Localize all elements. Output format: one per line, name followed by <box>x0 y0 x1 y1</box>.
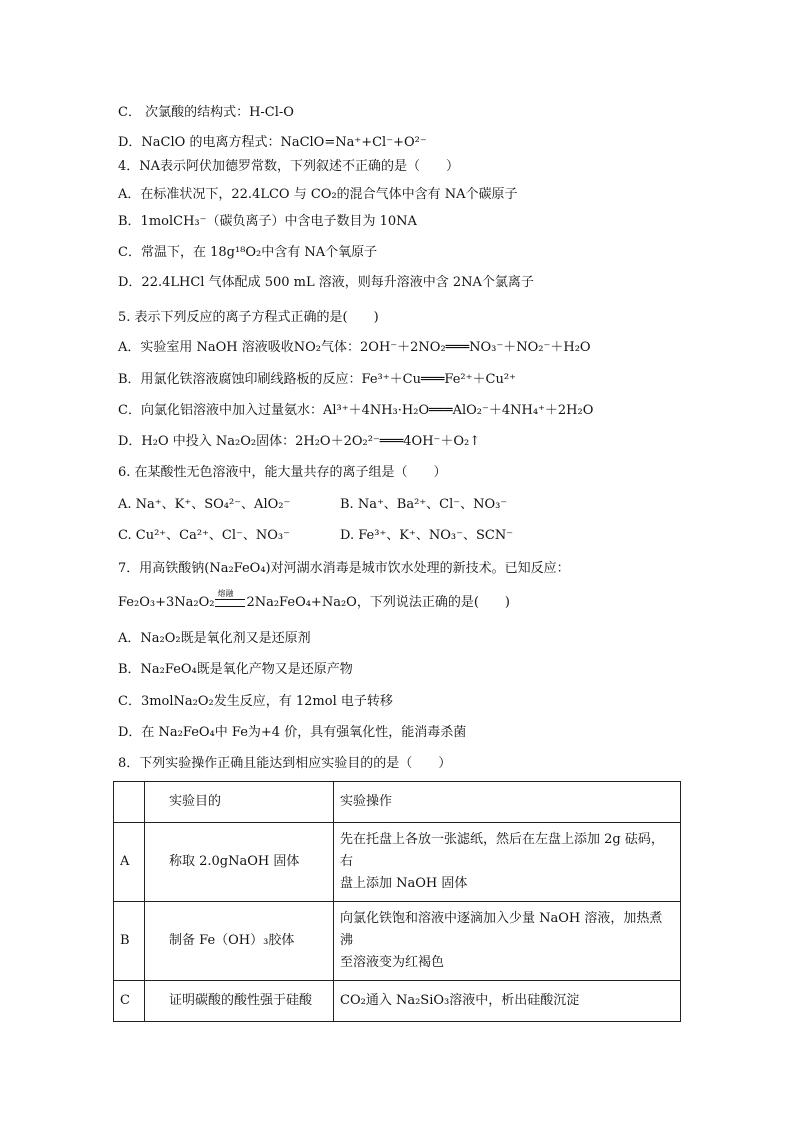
reaction-condition: 熔融 <box>217 589 234 598</box>
experiment-table <box>113 781 681 1022</box>
operation-line: CO₂通入 Na₂SiO₃溶液中，析出硅酸沉淀 <box>340 993 580 1008</box>
q6-option-d: D. Fe³⁺、K⁺、NO₃⁻、SCN⁻ <box>340 528 514 543</box>
q5-option-c: C．向氯化铝溶液中加入过量氨水：Al³⁺＋4NH₃·H₂O═══AlO₂⁻＋4NH₄⁺＋2H₂O <box>118 403 594 418</box>
q7-equation <box>118 589 510 612</box>
row-operation <box>334 981 681 1022</box>
table-header-row <box>114 782 681 823</box>
q7-option-d: D．在 Na₂FeO₄中 Fe为+4 价，具有强氧化性，能消毒杀菌 <box>118 725 467 740</box>
row-key: C <box>114 981 145 1022</box>
table-row <box>114 902 681 981</box>
q6-stem: 6. 在某酸性无色溶液中，能大量共存的离子组是（ ） <box>118 465 447 480</box>
q5-option-b: B．用氯化铁溶液腐蚀印刷线路板的反应：Fe³⁺＋Cu═══Fe²⁺＋Cu²⁺ <box>118 372 516 387</box>
q7-stem: 7．用高铁酸钠(Na₂FeO₄)对河湖水消毒是城市饮水处理的新技术。已知反应： <box>118 561 570 576</box>
equation-products: 2Na₂FeO₄+Na₂O，下列说法正确的是( ) <box>246 595 510 610</box>
table-row <box>114 981 681 1022</box>
table-header-cell: 实验目的 <box>145 782 334 823</box>
row-operation <box>334 902 681 981</box>
equation-reactants: Fe₂O₃+3Na₂O₂ <box>118 595 215 610</box>
table-row <box>114 823 681 902</box>
q5-stem: 5. 表示下列反应的离子方程式正确的是( ) <box>118 310 379 325</box>
q8-stem: 8．下列实验操作正确且能达到相应实验目的的是（ ） <box>118 756 452 771</box>
row-key: A <box>114 823 145 902</box>
reaction-arrow <box>214 589 246 612</box>
q4-option-a: A．在标准状况下，22.4LCO 与 CO₂的混合气体中含有 NA个碳原子 <box>118 187 518 202</box>
q4-option-c: C．常温下，在 18g¹⁸O₂中含有 NA个氧原子 <box>118 245 378 260</box>
q7-option-a: A．Na₂O₂既是氧化剂又是还原剂 <box>118 631 311 646</box>
q3-option-d: D．NaClO 的电离方程式：NaClO=Na⁺+Cl⁻+O²⁻ <box>118 135 427 150</box>
q6-option-a: A. Na⁺、K⁺、SO₄²⁻、AlO₂⁻ <box>118 497 291 512</box>
row-operation <box>334 823 681 902</box>
operation-line: 至溶液变为红褐色 <box>340 955 445 970</box>
q7-option-c: C．3molNa₂O₂发生反应，有 12mol 电子转移 <box>118 694 393 709</box>
operation-line: 先在托盘上各放一张滤纸，然后在左盘上添加 2g 砝码，右 <box>340 832 664 869</box>
q7-option-b: B．Na₂FeO₄既是氧化产物又是还原产物 <box>118 662 353 677</box>
table-header-cell <box>114 782 145 823</box>
operation-line: 盘上添加 NaOH 固体 <box>340 876 468 891</box>
q5-option-d: D．H₂O 中投入 Na₂O₂固体：2H₂O＋2O₂²⁻═══4OH⁻＋O₂↑ <box>118 434 481 449</box>
q4-stem: 4．NA表示阿伏加德罗常数，下列叙述不正确的是（ ） <box>118 159 460 174</box>
q6-option-c: C. Cu²⁺、Ca²⁺、Cl⁻、NO₃⁻ <box>118 528 290 543</box>
row-key: B <box>114 902 145 981</box>
q4-option-d: D．22.4LHCl 气体配成 500 mL 溶液，则每升溶液中含 2NA个氯离子 <box>118 275 534 290</box>
q5-option-a: A．实验室用 NaOH 溶液吸收NO₂气体：2OH⁻＋2NO₂═══NO₃⁻＋NO₂⁻＋H₂O <box>118 340 591 355</box>
row-purpose: 证明碳酸的酸性强于硅酸 <box>145 981 334 1022</box>
row-purpose: 称取 2.0gNaOH 固体 <box>145 823 334 902</box>
row-purpose: 制备 Fe（OH）₃胶体 <box>145 902 334 981</box>
q3-option-c: C． 次氯酸的结构式：H-Cl-O <box>118 105 294 120</box>
q4-option-b: B．1molCH₃⁻（碳负离子）中含电子数目为 10NA <box>118 214 417 229</box>
operation-line: 向氯化铁饱和溶液中逐滴加入少量 NaOH 溶液，加热煮沸 <box>340 911 663 948</box>
q6-option-b: B. Na⁺、Ba²⁺、Cl⁻、NO₃⁻ <box>340 497 508 512</box>
table-header-cell: 实验操作 <box>334 782 681 823</box>
